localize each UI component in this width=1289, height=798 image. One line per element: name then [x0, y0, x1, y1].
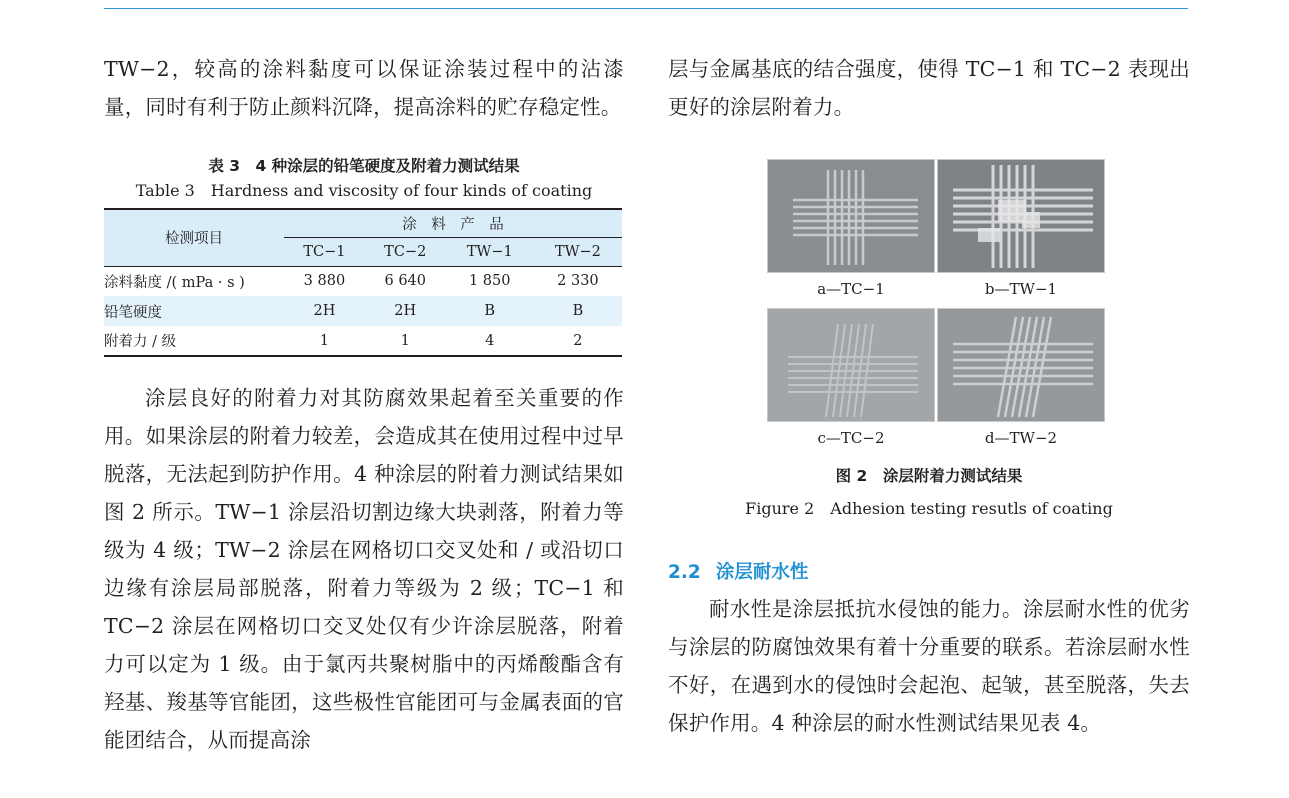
crosshatch-c	[768, 309, 934, 421]
table-3-caption-zh: 表 3 4 种涂层的铅笔硬度及附着力测试结果	[208, 157, 520, 175]
crosshatch-a	[768, 160, 934, 272]
table-3	[104, 154, 624, 357]
left-paragraph-2: 涂层良好的附着力对其防腐效果起着至关重要的作用。如果涂层的附着力较差，会造成其在使用过程中过早脱落，无法起到防护作用。4 种涂层的附着力测试结果如图 2 所示。TW−1 涂层沿切割边缘大块剥落，附着力等级为 4 级；TW−2 涂层在网格切口交叉处和 / 或沿切口边缘有涂层局部脱落，附着力等级为 2 级；TC−1 和 TC−2 涂层在网格切口交叉处仅有少许涂层脱落，附着力可以定为 1 级。由于氯丙共聚树脂中的丙烯酸酯含有羟基、羧基等官能团，这些极性官能团可与金属表面的官能团结合，从而提高涂	[104, 386, 624, 752]
crosshatch-b	[938, 160, 1104, 272]
right-column	[668, 50, 1190, 126]
table-col-header: TC−2	[365, 237, 446, 266]
table-cell: 6 640	[384, 273, 426, 290]
figure-2-caption-zh: 图 2 涂层附着力测试结果	[835, 467, 1023, 485]
table-row	[104, 296, 622, 326]
right-paragraph-1: 层与金属基底的结合强度，使得 TC−1 和 TC−2 表现出更好的涂层附着力。	[668, 57, 1190, 119]
table-col-header: TW−1	[446, 237, 534, 266]
figure-panel-d-label: d—TW−2	[984, 429, 1058, 447]
figure-panel-b-image	[937, 159, 1105, 273]
crosshatch-d	[938, 309, 1104, 421]
left-paragraph-1: TW−2，较高的涂料黏度可以保证涂装过程中的沾漆量，同时有利于防止颜料沉降，提高涂料的贮存稳定性。	[104, 57, 624, 119]
table-row-label: 铅笔硬度	[104, 304, 162, 321]
left-column	[104, 50, 624, 759]
table-cell: 2H	[313, 303, 336, 319]
table-cell: 2	[573, 332, 583, 349]
right-paragraph-2: 耐水性是涂层抵抗水侵蚀的能力。涂层耐水性的优劣与涂层的防腐蚀效果有着十分重要的联系。若涂层耐水性不好，在遇到水的侵蚀时会起泡、起皱，甚至脱落，失去保护作用。4 种涂层的耐水性测试结果见表 4。	[668, 597, 1190, 735]
table-cell: 2H	[394, 303, 417, 319]
figure-panel-c-image	[767, 308, 935, 422]
figure-2-caption-en: Figure 2 Adhesion testing resutls of coating	[745, 499, 1113, 518]
figure-panel-a-label: a—TC−1	[817, 280, 885, 298]
figure-panel-b-label: b—TW−1	[984, 280, 1058, 298]
table-cell: B	[484, 303, 496, 319]
section-number: 2.2	[668, 562, 701, 583]
section-heading	[668, 560, 1190, 586]
table-cell: 2 330	[557, 273, 599, 290]
section-2-2	[668, 560, 1190, 742]
section-title: 涂层耐水性	[715, 562, 809, 583]
table-col-header: TW−2	[534, 237, 622, 266]
figure-panel-d-image	[937, 308, 1105, 422]
table-cell: 1	[319, 332, 330, 349]
table-cell: 1	[400, 332, 410, 349]
table-row-label: 附着力 / 级	[104, 334, 177, 350]
figure-panel-a-image	[767, 159, 935, 273]
table-cell: B	[572, 303, 584, 319]
table-col-header: TC−1	[284, 237, 365, 266]
table-header-item: 检测项目	[104, 209, 284, 266]
table-row	[104, 266, 622, 296]
table-cell: 4	[485, 332, 495, 349]
table-3-caption-en: Table 3 Hardness and viscosity of four kinds of coating	[135, 181, 593, 200]
table-header-group: 涂 料 产 品	[284, 209, 622, 237]
table-cell: 3 880	[303, 273, 346, 290]
table-row-label: 涂料黏度 /( mPa · s )	[104, 274, 245, 291]
table-3-grid	[104, 208, 622, 357]
table-cell: 1 850	[468, 273, 511, 290]
header-rule	[104, 8, 1188, 9]
figure-panel-c-label: c—TC−2	[817, 429, 885, 447]
table-row	[104, 326, 622, 356]
